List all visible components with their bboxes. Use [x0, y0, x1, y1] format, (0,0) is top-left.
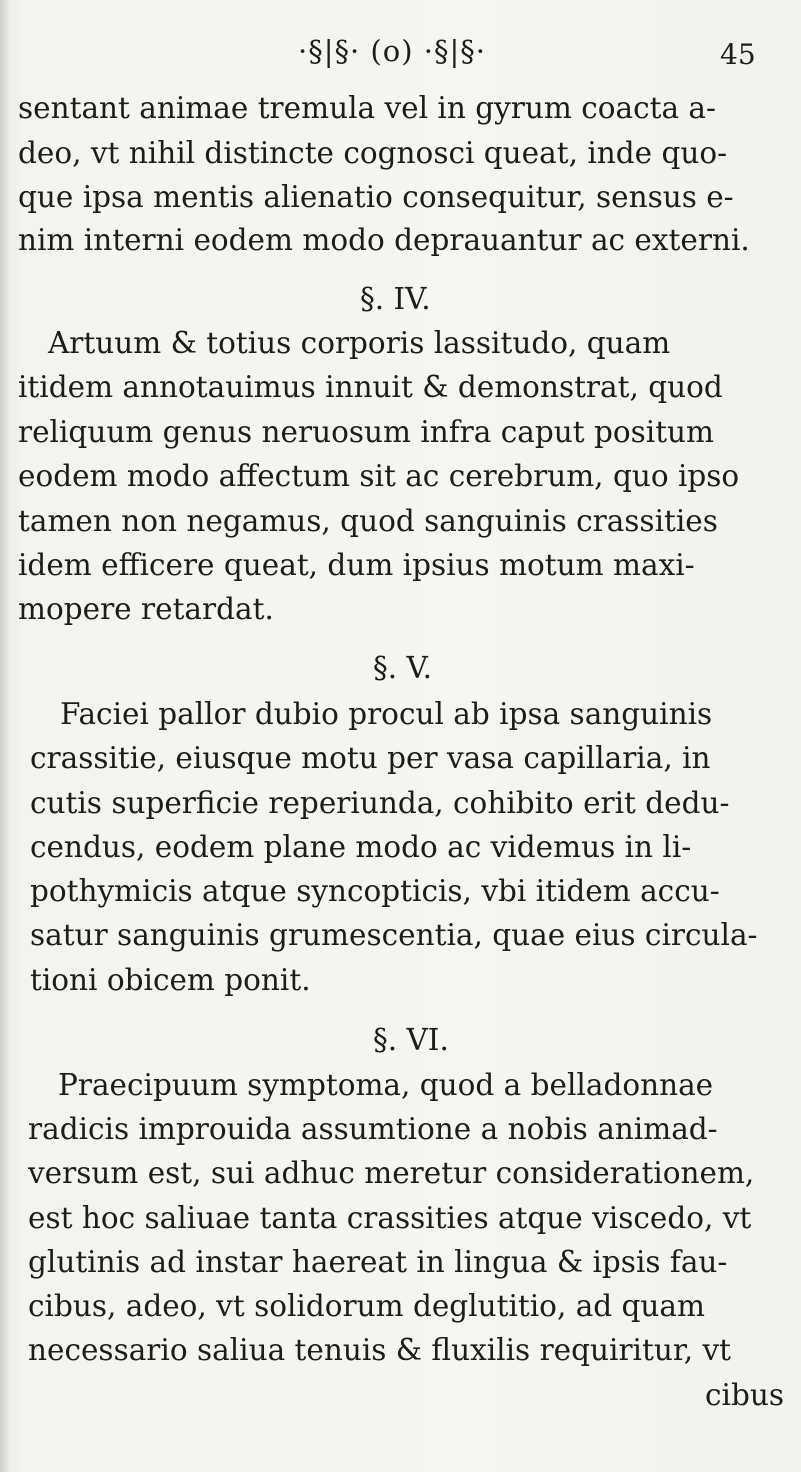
- page-number: 45: [720, 38, 756, 71]
- text-line: Faciei pallor dubio procul ab ipsa sanguinis: [60, 697, 713, 731]
- text-line: glutinis ad instar haereat in lingua & ipsis fau-: [28, 1245, 728, 1279]
- text-line: est hoc saliuae tanta crassities atque viscedo, vt: [28, 1201, 752, 1235]
- section-heading: §. IV.: [360, 282, 431, 316]
- text-line: deo, vt nihil distincte cognosci queat, inde quo-: [18, 136, 728, 170]
- text-line: Artuum & totius corporis lassitudo, quam: [48, 326, 671, 360]
- text-line: reliquum genus neruosum infra caput positum: [18, 415, 715, 449]
- text-line: cendus, eodem plane modo ac videmus in li-: [30, 830, 692, 864]
- text-line: itidem annotauimus innuit & demonstrat, quod: [18, 370, 723, 404]
- text-line: tamen non negamus, quod sanguinis crassities: [18, 504, 718, 538]
- text-line: cibus, adeo, vt solidorum deglutitio, ad quam: [28, 1289, 705, 1323]
- text-line: tioni obicem ponit.: [30, 963, 311, 997]
- text-line: cutis superficie reperiunda, cohibito erit dedu-: [30, 786, 730, 820]
- text-line: crassitie, eiusque motu per vasa capillaria, in: [30, 741, 711, 775]
- text-line: sentant animae tremula vel in gyrum coacta a-: [18, 91, 716, 125]
- text-line: eodem modo affectum sit ac cerebrum, quo ipso: [18, 459, 740, 493]
- text-line: que ipsa mentis alienatio consequitur, sensus e-: [18, 180, 734, 214]
- text-line: radicis improuida assumtione a nobis animad-: [28, 1112, 718, 1146]
- text-line: versum est, sui adhuc meretur considerationem,: [28, 1156, 755, 1190]
- text-line: mopere retardat.: [18, 592, 274, 626]
- catchword: cibus: [705, 1378, 784, 1412]
- binding-gutter: [0, 0, 10, 1472]
- running-header: [0, 22, 801, 72]
- text-line: pothymicis atque syncopticis, vbi itidem accu-: [30, 874, 720, 908]
- text-line: necessario saliua tenuis & fluxilis requiritur, vt: [28, 1333, 731, 1367]
- section-heading: §. VI.: [373, 1023, 449, 1057]
- text-line: satur sanguinis grumescentia, quae eius circula-: [30, 918, 758, 952]
- section-heading: §. V.: [373, 651, 433, 685]
- text-line: Praecipuum symptoma, quod a belladonnae: [58, 1068, 714, 1102]
- header-ornament: ·§|§· (o) ·§|§·: [298, 34, 486, 68]
- text-line: idem efficere queat, dum ipsius motum maxi-: [18, 548, 695, 582]
- text-line: nim interni eodem modo deprauantur ac externi.: [18, 223, 750, 257]
